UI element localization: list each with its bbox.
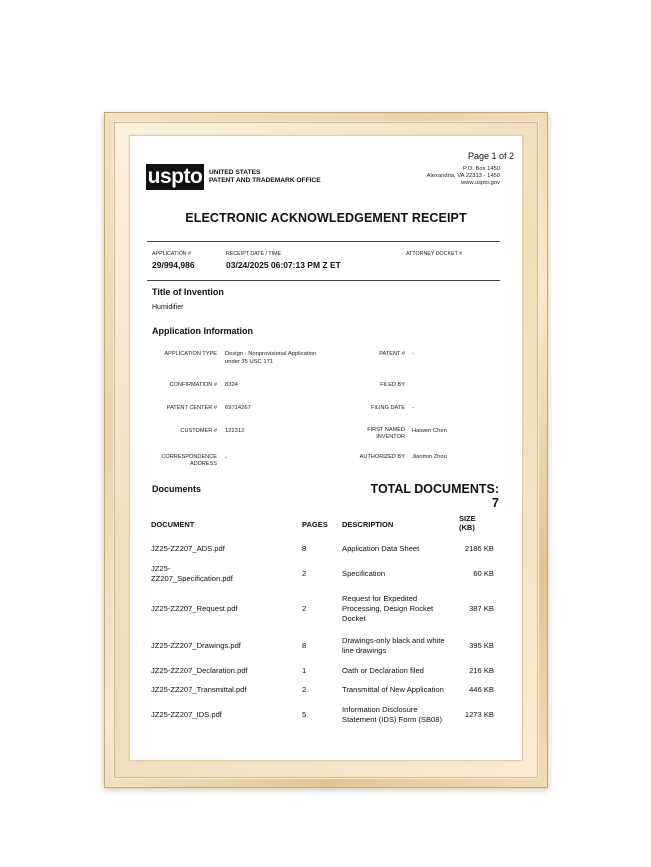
document-pages	[302, 710, 332, 720]
filing-date-label: FILING DATE	[370, 405, 405, 411]
patent-number-label: PATENT #	[379, 351, 405, 357]
agency-name	[209, 169, 321, 185]
divider	[147, 280, 500, 281]
receipt-page	[130, 136, 522, 760]
document-size-line: 216 KB	[469, 666, 494, 675]
page-number: Page 1 of 2	[468, 151, 515, 161]
document-filename	[151, 685, 296, 695]
first-named-inventor-value: Haiwen Chen	[412, 428, 447, 434]
document-size-line: 387 KB	[469, 604, 494, 613]
customer-value: 122312	[225, 428, 245, 434]
document-size-line: 446 KB	[469, 685, 494, 694]
agency-line-2: PATENT AND TRADEMARK OFFICE	[209, 177, 321, 184]
document-filename-line: JZ25-ZZ207_Transmittal.pdf	[151, 685, 247, 694]
document-size	[430, 569, 494, 579]
column-header-document: DOCUMENT	[151, 520, 195, 529]
authorized-by-value: Jianmin Zhou	[412, 454, 447, 460]
receipt-date-label: RECEIPT DATE / TIME	[226, 251, 282, 257]
document-size-line: 2186 KB	[464, 544, 494, 553]
patent-center-value: 69714267	[225, 405, 251, 411]
document-size	[430, 710, 494, 720]
document-filename	[151, 544, 296, 554]
document-pages	[302, 666, 332, 676]
document-filename-line: JZ25-ZZ207_Declaration.pdf	[151, 666, 248, 675]
receipt-date: 03/24/2025 06:07:13 PM Z ET	[226, 260, 341, 270]
documents-heading: Documents	[152, 484, 202, 494]
document-title: ELECTRONIC ACKNOWLEDGEMENT RECEIPT	[185, 211, 467, 225]
application-number: 29/994,986	[152, 260, 195, 270]
document-size-line: 60 KB	[473, 569, 494, 578]
document-description-line: Statement (IDS) Form (SB08)	[342, 715, 443, 724]
document-description-line: Drawings-only black and white	[342, 636, 445, 645]
address-line-1: P.O. Box 1450	[463, 166, 500, 172]
document-filename	[151, 641, 296, 651]
correspondence-label-line-1: CORRESPONDENCE	[161, 454, 217, 460]
document-pages	[302, 641, 332, 651]
title-of-invention-heading: Title of Invention	[152, 287, 224, 297]
correspondence-address-value: -	[225, 455, 227, 461]
document-pages-line: 8	[302, 641, 307, 650]
document-filename-line: JZ25-ZZ207_Request.pdf	[151, 604, 238, 613]
column-header-size-line-2: (KB)	[459, 523, 475, 532]
application-type-label: APPLICATION TYPE	[164, 351, 217, 357]
patent-number-value: -	[412, 351, 414, 357]
filing-date-value: -	[412, 405, 414, 411]
title-of-invention-value: Humidifier	[152, 304, 184, 311]
document-pages-line: 2	[302, 685, 307, 694]
first-named-inventor-label-line-1: FIRST NAMED	[367, 427, 405, 433]
document-filename	[151, 564, 296, 584]
column-header-description: DESCRIPTION	[342, 520, 394, 529]
document-pages-line: 1	[302, 666, 307, 675]
document-filename-line: JZ25-	[151, 564, 171, 573]
application-type-line-1: Design - Nonprovisional Application	[225, 351, 317, 357]
document-size-line: 1273 KB	[464, 710, 494, 719]
agency-line-1: UNITED STATES	[209, 169, 261, 176]
document-filename	[151, 666, 296, 676]
correspondence-address-label	[131, 454, 217, 468]
document-size	[430, 641, 494, 651]
document-description-line: Docket	[342, 614, 366, 623]
application-number-label: APPLICATION #	[152, 251, 192, 257]
document-filename	[151, 604, 296, 614]
document-pages-line: 2	[302, 569, 307, 578]
application-type-value	[225, 350, 316, 366]
document-pages-line: 8	[302, 544, 307, 553]
application-type-line-2: under 35 USC 171	[225, 359, 274, 365]
confirmation-label: CONFIRMATION #	[169, 382, 217, 388]
document-pages-line: 2	[302, 604, 307, 613]
document-size	[430, 685, 494, 695]
document-description-line: Oath or Declaration filed	[342, 666, 424, 675]
first-named-inventor-label-line-2: INVENTOR	[376, 434, 405, 440]
filed-by-label: FILED BY	[380, 382, 405, 388]
correspondence-label-line-2: ADDRESS	[189, 461, 217, 467]
document-pages	[302, 604, 332, 614]
customer-label: CUSTOMER #	[180, 428, 217, 434]
document-pages	[302, 544, 332, 554]
address-line-2: Alexandria, VA 22313 - 1450	[426, 173, 500, 179]
document-filename-line: ZZ207_Specification.pdf	[151, 574, 233, 583]
document-description-line: Transmittal of New Application	[342, 685, 444, 694]
document-description-line: line drawings	[342, 646, 387, 655]
document-size	[430, 604, 494, 614]
confirmation-value: 8324	[225, 382, 238, 388]
uspto-logo: uspto	[147, 165, 203, 188]
document-filename-line: JZ25-ZZ207_IDS.pdf	[151, 710, 222, 719]
document-pages-line: 5	[302, 710, 307, 719]
document-description-line: Specification	[342, 569, 386, 578]
patent-center-label: PATENT CENTER #	[166, 405, 217, 411]
document-description-line: Application Data Sheet	[342, 544, 420, 553]
address-line-3: www.uspto.gov	[461, 180, 500, 186]
total-documents: TOTAL DOCUMENTS: 7	[370, 482, 499, 510]
column-header-size	[459, 514, 476, 532]
first-named-inventor-label	[319, 427, 405, 441]
document-filename-line: JZ25-ZZ207_Drawings.pdf	[151, 641, 241, 650]
document-size	[430, 666, 494, 676]
column-header-pages: PAGES	[302, 520, 328, 529]
document-pages	[302, 569, 332, 579]
office-address	[390, 166, 500, 187]
document-pages	[302, 685, 332, 695]
document-size	[430, 544, 494, 554]
document-description-line: Information Disclosure	[342, 705, 418, 714]
application-information-heading: Application Information	[152, 326, 253, 336]
authorized-by-label: AUTHORIZED BY	[359, 454, 405, 460]
document-filename	[151, 710, 296, 720]
document-filename-line: JZ25-ZZ207_ADS.pdf	[151, 544, 225, 553]
divider	[147, 241, 500, 242]
document-description-line: Processing, Design Rocket	[342, 604, 434, 613]
attorney-docket-label: ATTORNEY DOCKET #	[406, 251, 463, 257]
document-description-line: Request for Expedited	[342, 594, 418, 603]
document-size-line: 395 KB	[469, 641, 494, 650]
column-header-size-line-1: SIZE	[459, 514, 476, 523]
